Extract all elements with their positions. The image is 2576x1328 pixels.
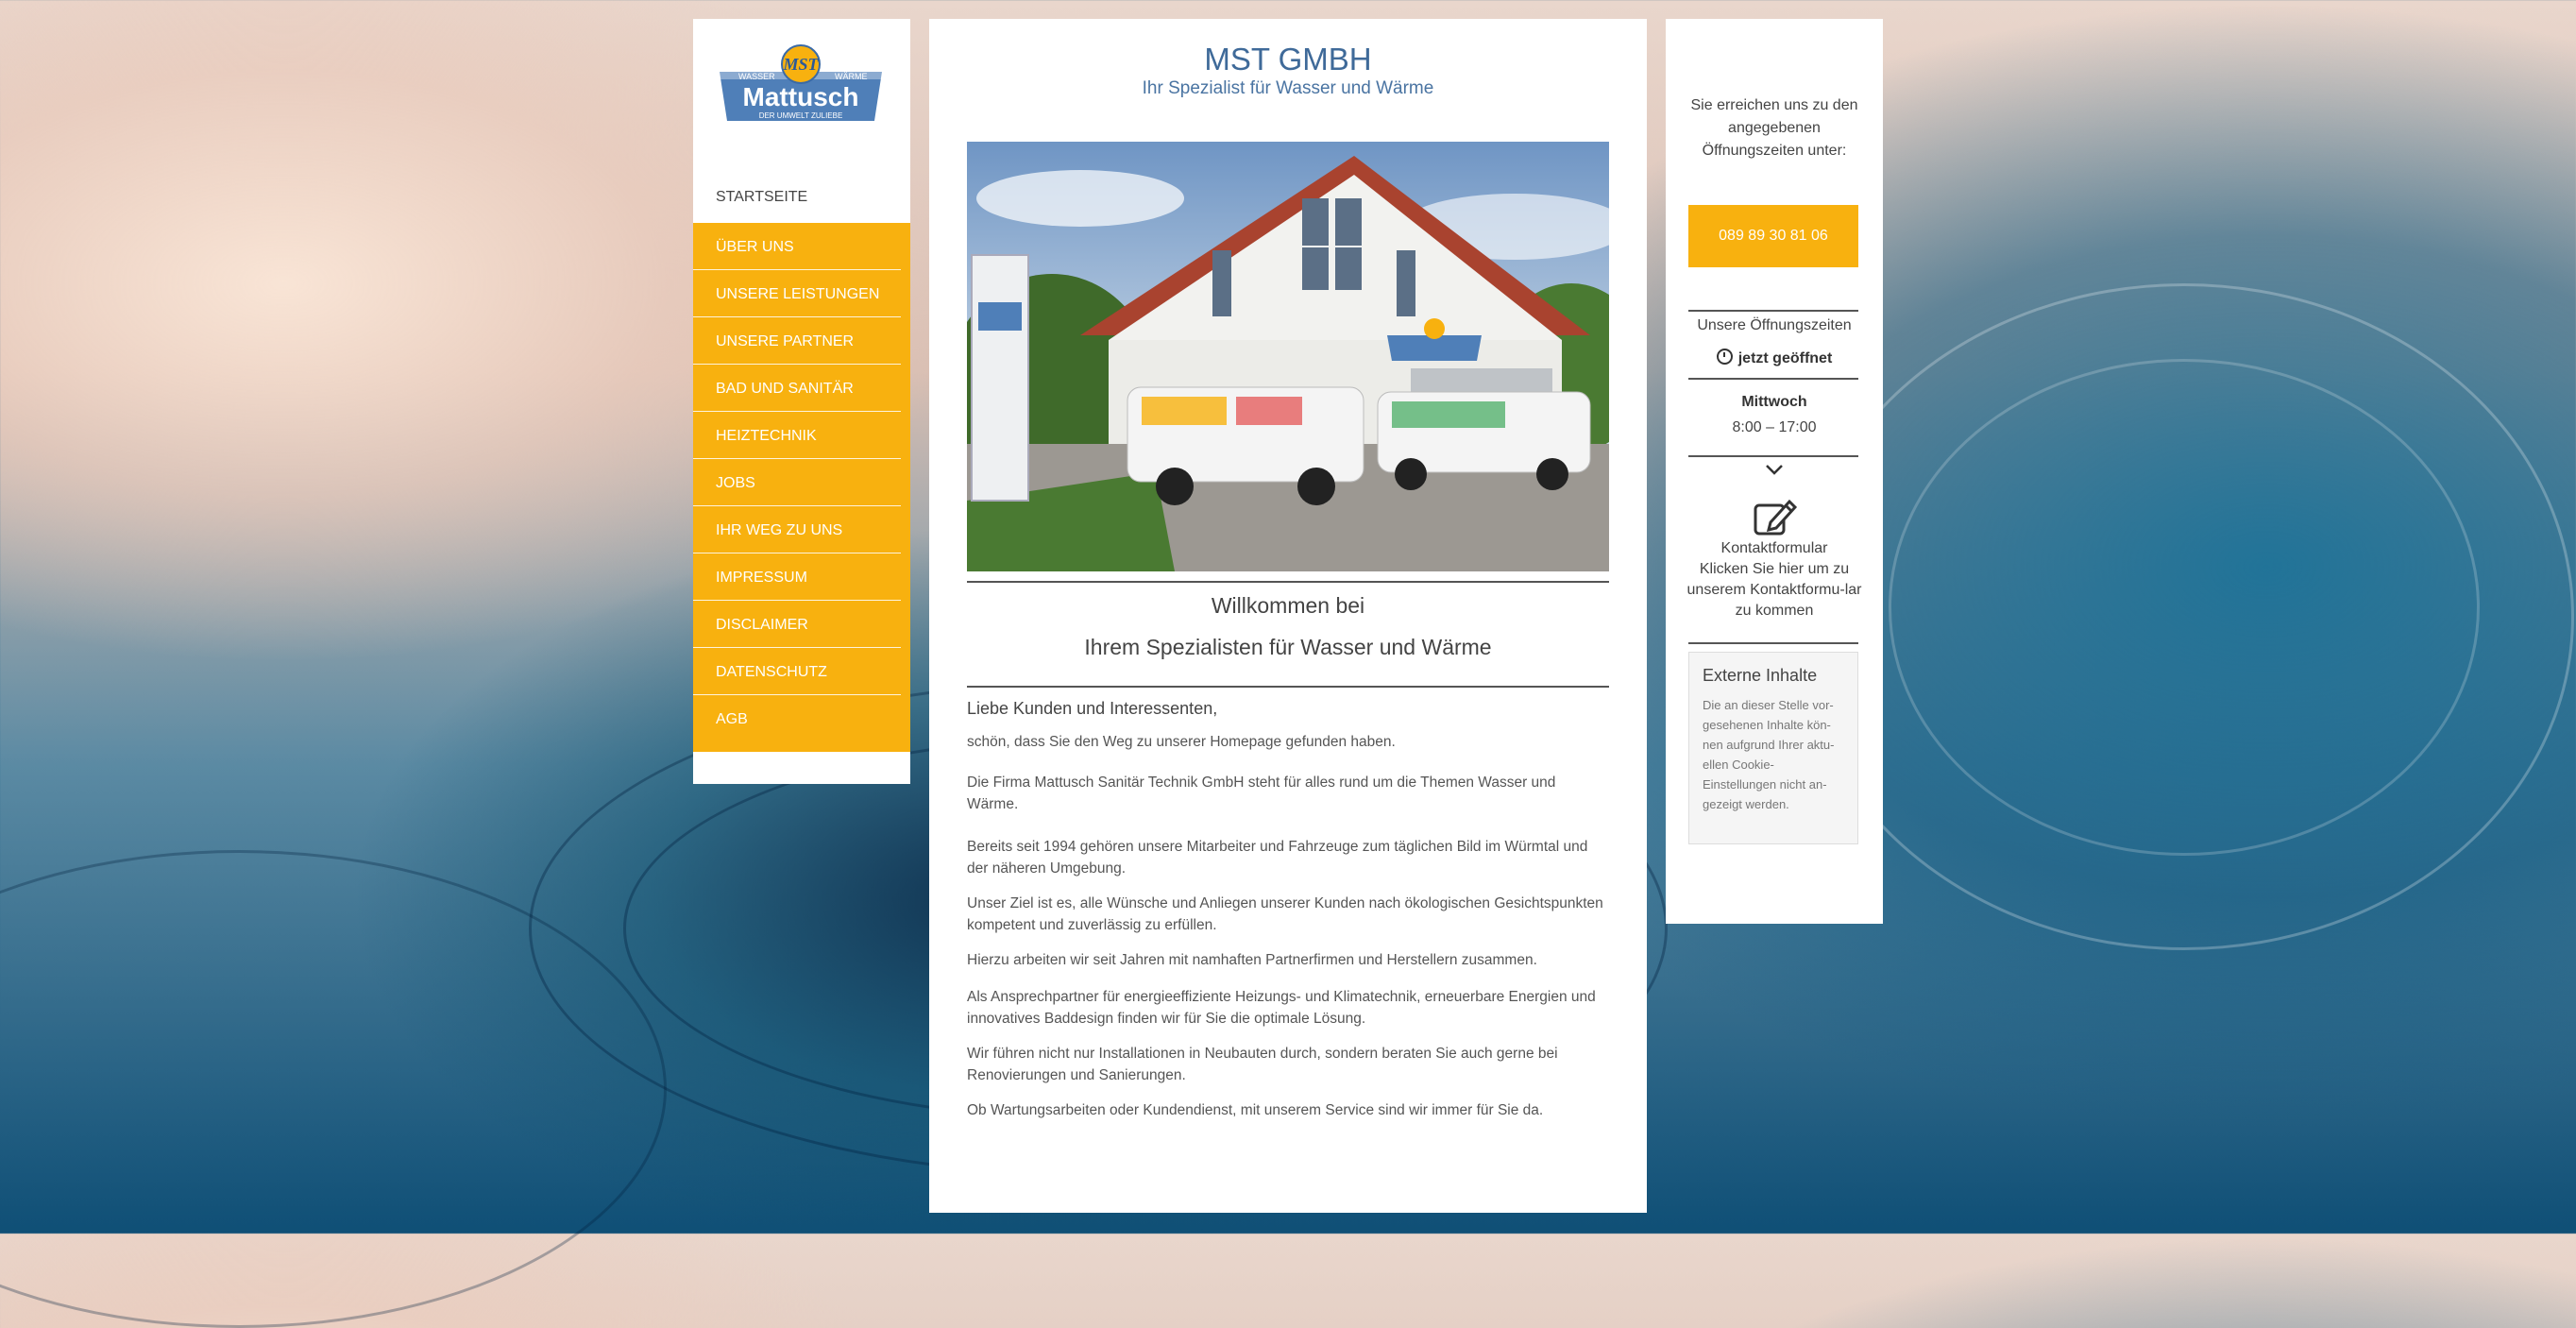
welcome-heading-line2: Ihrem Spezialisten für Wasser und Wärme <box>1084 635 1492 659</box>
logo-badge-text: MST <box>783 55 819 74</box>
divider <box>967 581 1609 583</box>
logo-name: Mattusch <box>742 82 859 111</box>
nav-item-bad-und-sanitaer[interactable]: BAD UND SANITÄR <box>693 365 901 412</box>
nav-item-disclaimer[interactable]: DISCLAIMER <box>693 601 901 648</box>
company-logo[interactable] <box>716 43 886 127</box>
nav-item-unsere-partner[interactable]: UNSERE PARTNER <box>693 317 901 365</box>
nav-item-startseite[interactable]: STARTSEITE <box>716 189 808 205</box>
nav-item-ihr-weg-zu-uns[interactable]: IHR WEG ZU UNS <box>693 506 901 553</box>
nav-item-jobs[interactable]: JOBS <box>693 459 901 506</box>
divider <box>1688 378 1858 380</box>
main-navigation <box>693 223 910 752</box>
divider <box>1688 642 1858 644</box>
nav-item-heiztechnik[interactable]: HEIZTECHNIK <box>693 412 901 459</box>
nav-item-datenschutz[interactable]: DATENSCHUTZ <box>693 648 901 695</box>
contact-form-text: Klicken Sie hier um zu unserem Kontaktformu-lar zu kommen <box>1686 561 1862 619</box>
phone-button[interactable]: 089 89 30 81 06 <box>1688 205 1858 267</box>
intro-paragraph: Wir führen nicht nur Installationen in Neubauten durch, sondern beraten Sie auch gerne bei Renovierungen und Sanierungen. <box>967 1046 1558 1083</box>
external-content-text: Die an dieser Stelle vor-gesehenen Inhalte kön-nen aufgrund Ihrer aktu-ellen Cookie-Einstellungen nicht an-gezeigt werden. <box>1703 698 1835 811</box>
main-content-panel <box>929 19 1647 1213</box>
intro-paragraph: schön, dass Sie den Weg zu unserer Homepage gefunden haben. <box>967 734 1396 750</box>
divider <box>967 686 1609 688</box>
intro-paragraph: Unser Ziel ist es, alle Wünsche und Anliegen unserer Kunden nach ökologischen Gesichtspunkten kompetent und zuverlässig zu erfüllen. <box>967 895 1603 933</box>
nav-item-impressum[interactable]: IMPRESSUM <box>693 553 901 601</box>
greeting-text: Liebe Kunden und Interessenten, <box>967 699 1218 718</box>
logo-tagline: DER UMWELT ZULIEBE <box>758 111 843 120</box>
nav-item-ueber-uns[interactable]: ÜBER UNS <box>693 223 901 270</box>
clock-icon <box>1717 349 1733 365</box>
water-ripple <box>1794 283 2574 950</box>
intro-paragraph: Bereits seit 1994 gehören unsere Mitarbeiter und Fahrzeuge zum täglichen Bild im Würmtal und der näheren Umgebung. <box>967 839 1588 877</box>
water-ripple <box>0 850 667 1328</box>
logo-top-left: WASSER <box>738 72 775 81</box>
intro-paragraph: Als Ansprechpartner für energieeffiziente Heizungs- und Klimatechnik, erneuerbare Energien und innovatives Baddesign finden wir für Sie die optimale Lösung. <box>967 989 1596 1027</box>
welcome-heading-line1: Willkommen bei <box>1211 593 1365 618</box>
page-subtitle: Ihr Spezialist für Wasser und Wärme <box>1142 78 1434 98</box>
chevron-down-icon[interactable] <box>1763 463 1786 476</box>
opening-day: Mittwoch <box>1741 394 1807 410</box>
open-status <box>1666 349 1883 367</box>
contact-form-title: Kontaktformular <box>1720 540 1828 556</box>
nav-item-agb[interactable]: AGB <box>716 711 748 727</box>
opening-hours-title: Unsere Öffnungszeiten <box>1697 317 1852 333</box>
right-info-panel <box>1666 19 1883 924</box>
divider <box>1688 455 1858 457</box>
intro-paragraph: Hierzu arbeiten wir seit Jahren mit namhaften Partnerfirmen und Herstellern zusammen. <box>967 952 1537 968</box>
contact-intro-text: Sie erreichen uns zu den angegebenen Öffnungszeiten unter: <box>1690 97 1858 159</box>
divider <box>1688 310 1858 312</box>
contact-form-link[interactable] <box>1685 538 1864 621</box>
external-content-box <box>1688 652 1858 844</box>
opening-time: 8:00 – 17:00 <box>1732 419 1817 435</box>
open-status-label: jetzt geöffnet <box>1737 350 1833 366</box>
left-navigation-panel <box>693 19 910 784</box>
water-ripple <box>1889 359 2480 856</box>
edit-form-icon[interactable] <box>1752 496 1797 537</box>
page-title: MST GMBH <box>1204 42 1372 77</box>
logo-top-right: WÄRME <box>835 72 868 81</box>
company-building-photo <box>967 142 1609 571</box>
nav-item-unsere-leistungen[interactable]: UNSERE LEISTUNGEN <box>693 270 901 317</box>
external-content-title: Externe Inhalte <box>1703 666 1818 685</box>
intro-paragraph: Ob Wartungsarbeiten oder Kundendienst, mit unserem Service sind wir immer für Sie da. <box>967 1102 1544 1118</box>
intro-paragraph: Die Firma Mattusch Sanitär Technik GmbH steht für alles rund um die Themen Wasser und Wärme. <box>967 775 1556 812</box>
